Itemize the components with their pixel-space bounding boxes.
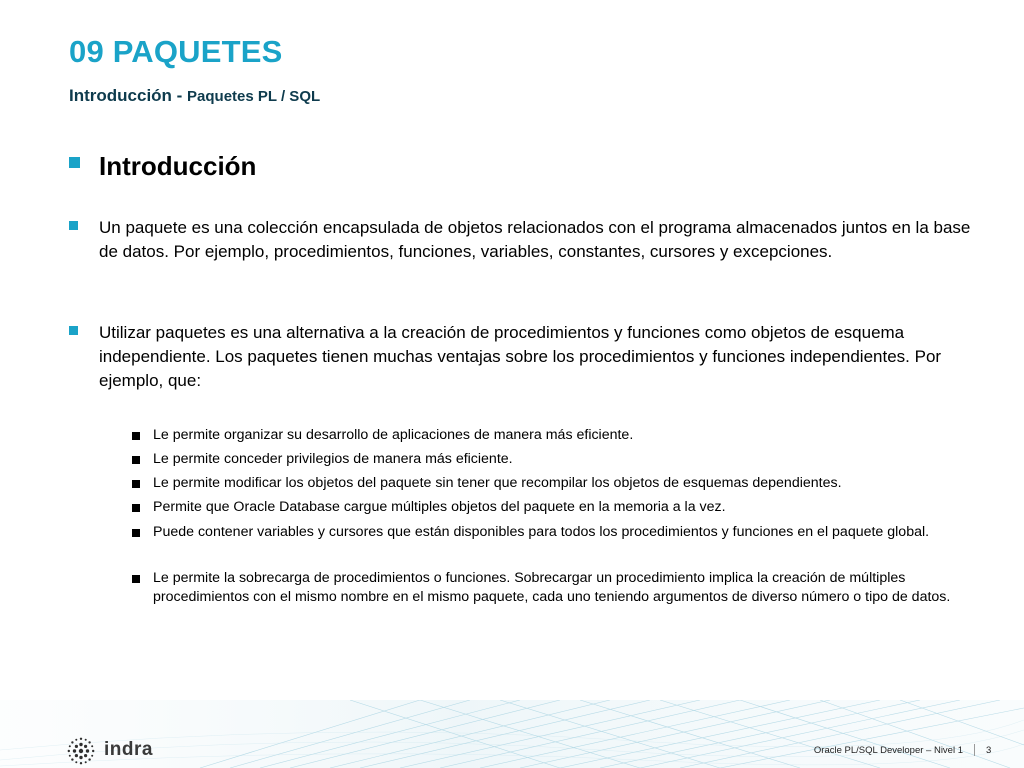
footer-divider — [974, 744, 975, 756]
black-square-bullet-icon — [132, 456, 140, 464]
black-square-bullet-icon — [132, 575, 140, 583]
decorative-lines-icon — [0, 700, 1024, 768]
indra-logo-icon — [66, 736, 96, 766]
sub-list-text: Puede contener variables y cursores que están disponibles para todos los procedimientos y funciones en el paquete global. — [153, 524, 930, 540]
sub-list-text: Le permite la sobrecarga de procedimientos o funciones. Sobrecargar un procedimiento implica la creación de múltiples procedimientos con el mismo nombre en el mismo paquete, cada uno teniendo argumentos de diverso número o tipo de datos. — [153, 570, 951, 605]
slide-title: 09 PAQUETES — [69, 34, 283, 69]
black-square-bullet-icon — [132, 480, 140, 488]
subtitle-main: Introducción - — [69, 86, 188, 105]
black-square-bullet-icon — [132, 432, 140, 440]
sub-list-text: Permite que Oracle Database cargue múltiples objetos del paquete en la memoria a la vez. — [153, 499, 726, 515]
page-number: 3 — [986, 745, 992, 756]
sub-list-text: Le permite organizar su desarrollo de aplicaciones de manera más eficiente. — [153, 427, 634, 443]
square-bullet-icon — [69, 157, 80, 168]
paragraph-item — [69, 216, 989, 261]
heading-item — [69, 151, 989, 181]
slide-subtitle — [69, 87, 320, 104]
paragraph-item — [69, 321, 989, 390]
paragraph-text: Utilizar paquetes es una alternativa a la creación de procedimientos y funciones como objetos de esquema independiente. Los paquetes tienen muchas ventajas sobre los procedimientos y funciones independientes. Por ejemplo, que: — [99, 323, 942, 390]
sub-list-text: Le permite modificar los objetos del paquete sin tener que recompilar los objetos de esquemas dependientes. — [153, 475, 842, 491]
subtitle-small: Paquetes PL / SQL — [187, 88, 321, 105]
square-bullet-icon — [69, 221, 78, 230]
black-square-bullet-icon — [132, 529, 140, 537]
footer-course: Oracle PL/SQL Developer – Nivel 1 — [813, 745, 963, 756]
sub-list-text: Le permite conceder privilegios de manera más eficiente. — [153, 451, 513, 467]
logo-wordmark: indra — [104, 739, 153, 760]
footer-decoration — [0, 700, 1024, 768]
paragraph-text: Un paquete es una colección encapsulada de objetos relacionados con el programa almacenados juntos en la base de datos. Por ejemplo, procedimientos, funciones, variables, constantes, cursores y excepciones. — [99, 218, 971, 261]
black-square-bullet-icon — [132, 504, 140, 512]
square-bullet-icon — [69, 326, 78, 335]
section-heading: Introducción — [99, 151, 257, 181]
